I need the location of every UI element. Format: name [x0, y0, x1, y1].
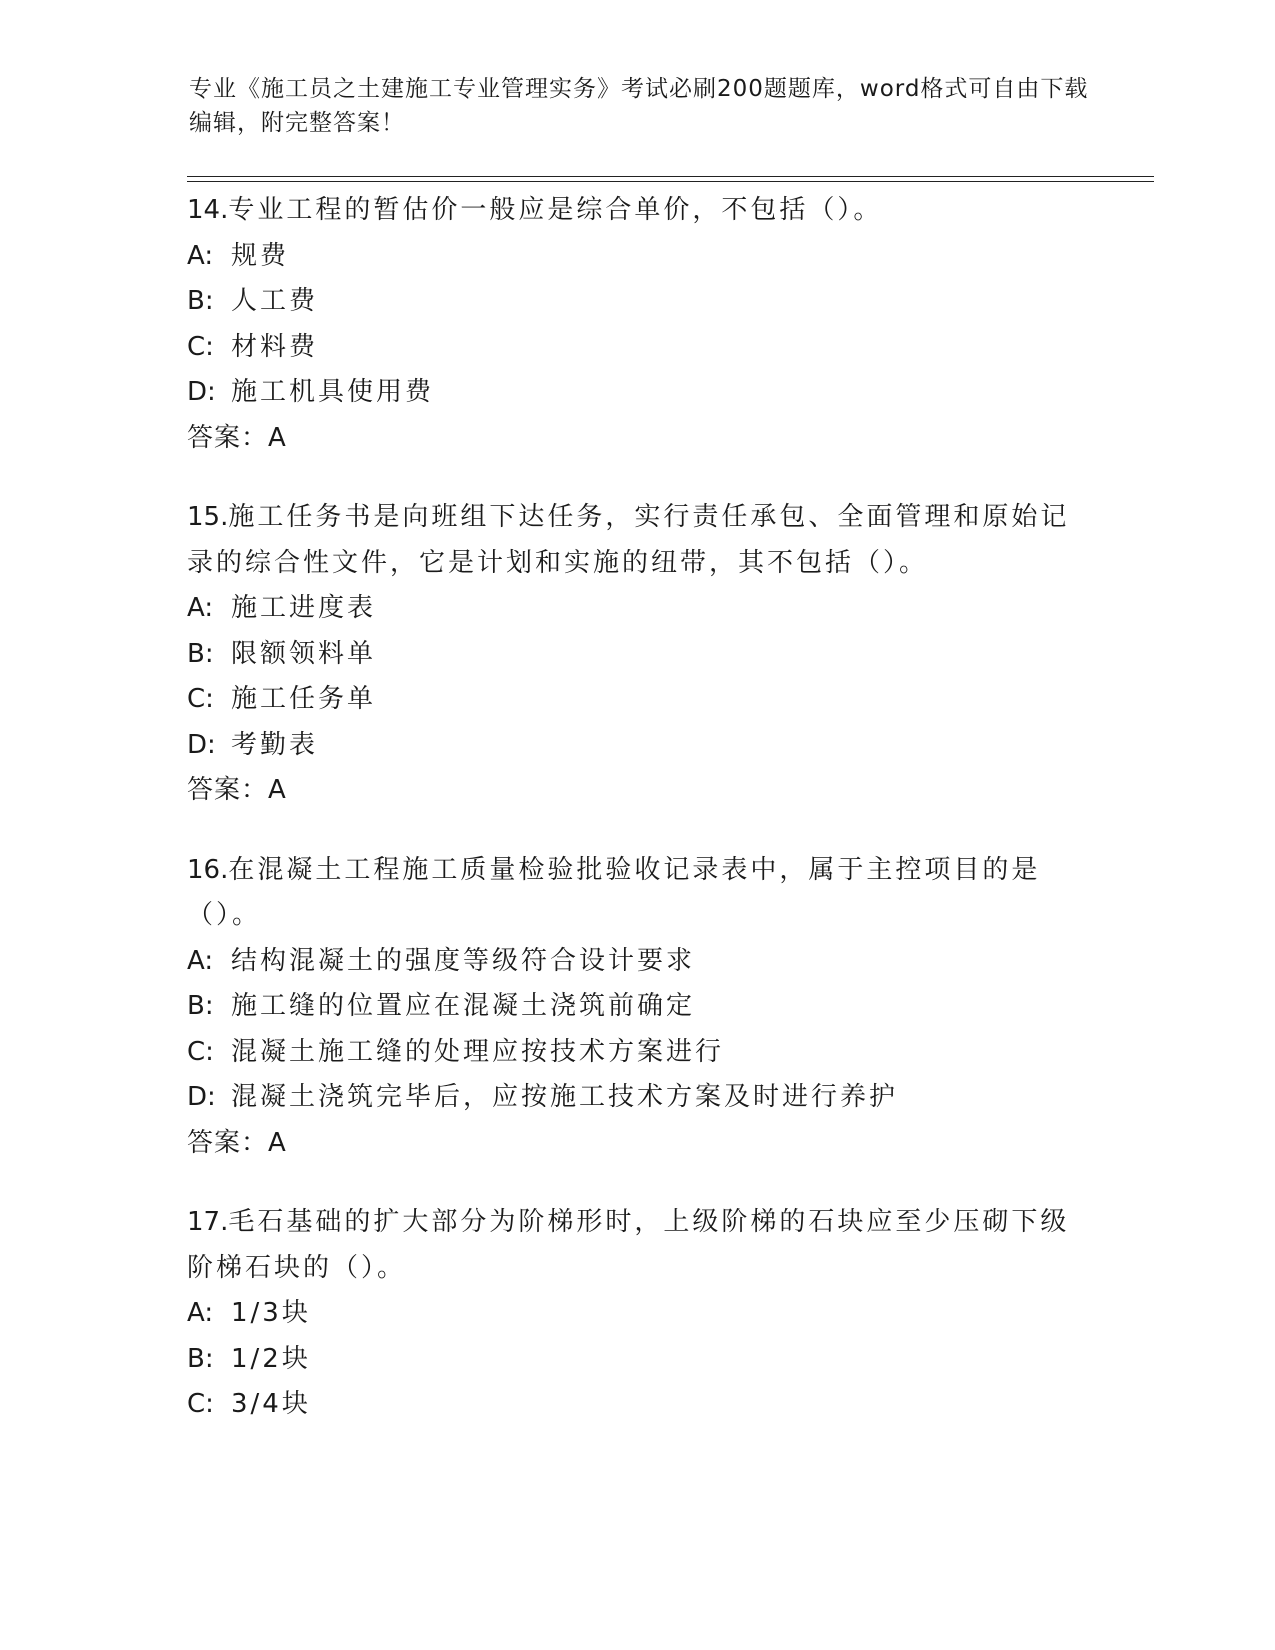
option-text: 施工进度表 — [231, 593, 377, 623]
option-a — [187, 234, 1087, 280]
document-header: 专业《施工员之土建施工专业管理实务》考试必刷200题题库，word格式可自由下载编辑，附完整答案！ — [189, 76, 1089, 136]
option-letter: B: — [187, 991, 214, 1021]
option-letter: D: — [187, 1082, 216, 1112]
question-14 — [187, 188, 1087, 461]
option-c — [187, 325, 1087, 371]
option-text: 1/2块 — [231, 1343, 311, 1374]
option-text: 材料费 — [231, 331, 319, 362]
option-text: 施工缝的位置应在混凝土浇筑前确定 — [231, 991, 696, 1021]
answer-line: 答案：A — [187, 422, 287, 453]
option-text: 结构混凝土的强度等级符合设计要求 — [231, 945, 696, 976]
option-b — [187, 279, 1087, 325]
question-text — [187, 188, 1087, 234]
option-letter: C: — [187, 331, 214, 362]
question-number: 15. — [187, 502, 229, 532]
option-d — [187, 1075, 1087, 1121]
header-divider-bottom — [187, 181, 1154, 182]
question-number: 16. — [187, 854, 229, 885]
question-body: 毛石基础的扩大部分为阶梯形时，上级阶梯的石块应至少压砌下级阶梯石块的（）。 — [187, 1207, 1070, 1283]
option-letter: B: — [187, 286, 214, 316]
question-16 — [187, 848, 1087, 1167]
option-text: 限额领料单 — [231, 638, 377, 669]
option-letter: B: — [187, 638, 214, 669]
question-body: 在混凝土工程施工质量检验批验收记录表中，属于主控项目的是（）。 — [187, 854, 1041, 930]
answer-line: 答案：A — [187, 775, 287, 805]
option-letter: C: — [187, 1389, 214, 1419]
option-letter: C: — [187, 1036, 214, 1067]
question-list — [187, 188, 1087, 1462]
option-text: 混凝土施工缝的处理应按技术方案进行 — [231, 1036, 725, 1067]
question-15 — [187, 495, 1087, 814]
option-text: 混凝土浇筑完毕后，应按施工技术方案及时进行养护 — [231, 1082, 899, 1112]
option-text: 1/3块 — [231, 1298, 311, 1328]
option-b — [187, 1337, 1087, 1383]
question-number: 17. — [187, 1207, 229, 1237]
option-text: 施工任务单 — [231, 684, 377, 714]
option-c — [187, 1030, 1087, 1076]
option-c — [187, 1382, 1087, 1428]
answer-line: 答案：A — [187, 1127, 287, 1158]
option-d — [187, 370, 1087, 416]
option-c — [187, 677, 1087, 723]
option-a — [187, 1291, 1087, 1337]
option-letter: D: — [187, 729, 216, 760]
question-text — [187, 495, 1087, 586]
header-divider-top — [187, 176, 1154, 177]
option-a — [187, 939, 1087, 985]
option-text: 考勤表 — [231, 729, 319, 760]
question-17 — [187, 1200, 1087, 1428]
question-body: 施工任务书是向班组下达任务，实行责任承包、全面管理和原始记录的综合性文件，它是计划和实施的纽带，其不包括（）。 — [187, 502, 1070, 578]
option-letter: A: — [187, 1298, 214, 1328]
question-text — [187, 1200, 1087, 1291]
option-b — [187, 632, 1087, 678]
option-text: 规费 — [231, 240, 290, 271]
option-text: 3/4块 — [231, 1389, 311, 1419]
question-number: 14. — [187, 195, 229, 225]
option-letter: B: — [187, 1343, 214, 1374]
question-body: 专业工程的暂估价一般应是综合单价，不包括（）。 — [228, 195, 883, 225]
option-letter: A: — [187, 945, 214, 976]
option-text: 人工费 — [231, 286, 319, 316]
option-d — [187, 723, 1087, 769]
option-letter: C: — [187, 684, 214, 714]
option-letter: A: — [187, 240, 214, 271]
option-letter: A: — [187, 593, 214, 623]
option-a — [187, 586, 1087, 632]
question-text — [187, 848, 1087, 939]
option-letter: D: — [187, 377, 216, 407]
option-text: 施工机具使用费 — [231, 377, 435, 407]
option-b — [187, 984, 1087, 1030]
